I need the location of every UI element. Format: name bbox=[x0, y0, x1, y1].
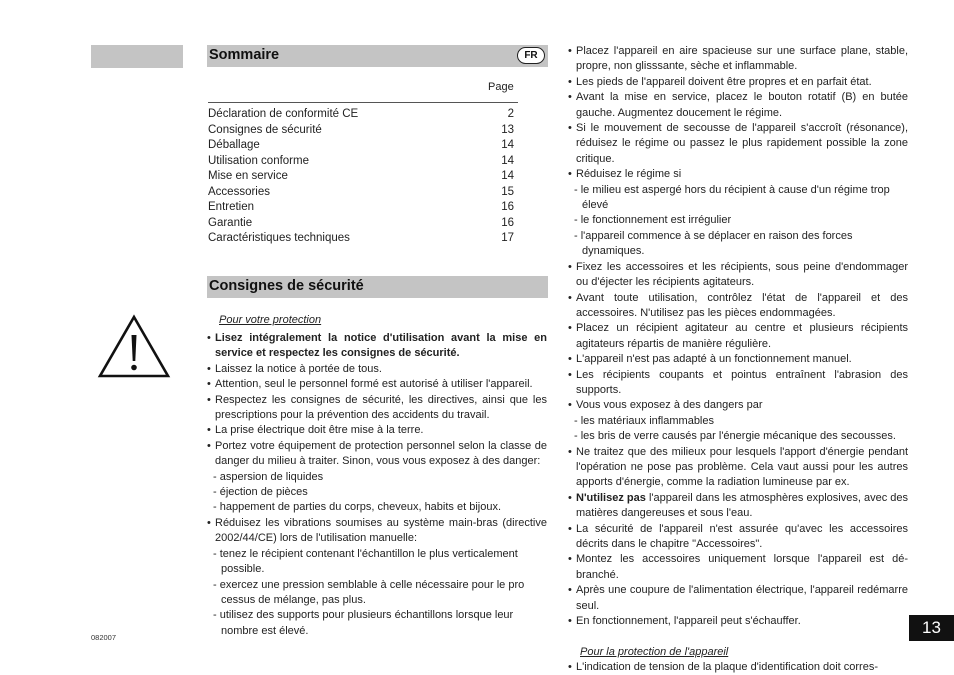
toc-entry-label: Déclaration de conformité CE bbox=[208, 108, 359, 120]
bullet-item: • Réduisez le régime si bbox=[568, 167, 908, 182]
toc-entry bbox=[208, 169, 514, 185]
sub-list-item: - happement de parties du corps, cheveux, habits et bijoux. bbox=[213, 501, 502, 514]
sub-list-item: - l'appareil commence à se déplacer en raison des forces dynamiques. bbox=[574, 229, 853, 258]
toc-entry bbox=[208, 154, 514, 170]
bullet-item: • La prise électrique doit être mise à la terre. bbox=[207, 423, 547, 438]
toc-entry-label: Caractéristiques techniques bbox=[208, 232, 350, 244]
document-code: 082007 bbox=[91, 633, 117, 642]
bullet-item: • Fixez les accessoires et les récipients, sous peine d'endommager ou d'éjecter les récipients agitateurs. bbox=[568, 260, 908, 291]
page-number: 13 bbox=[909, 615, 954, 641]
toc-entry-label: Entretien bbox=[208, 201, 255, 213]
toc-entry bbox=[208, 216, 514, 232]
toc-entry bbox=[208, 185, 514, 201]
safety-list-left bbox=[207, 331, 547, 639]
toc-entry-page: 14 bbox=[501, 139, 514, 151]
toc-entry-label: Déballage bbox=[208, 139, 260, 151]
bullet-item: • Montez les accessoires uniquement lorsque l'appareil est dé-branché. bbox=[568, 552, 908, 583]
bullet-item: • Ne traitez que des milieux pour lesquels l'apport d'énergie pendant l'opération ne pose pas problème. Cela vaut aussi pour les autres apports d'énergie, comme la radiation lumineuse par ex. bbox=[568, 445, 908, 491]
device-protection-subheading: Pour la protection de l'appareil bbox=[580, 645, 729, 658]
sub-list-item: - le milieu est aspergé hors du récipient à cause d'un régime trop élevé bbox=[574, 183, 890, 212]
toc-divider bbox=[208, 102, 518, 103]
bullet-item: • Vous vous exposez à des dangers par bbox=[568, 398, 908, 413]
toc-entry-label: Garantie bbox=[208, 216, 253, 229]
bullet-item: • Réduisez les vibrations soumises au système main-bras (directive 2002/44/CE) lors de l'utilisation manuelle: bbox=[207, 516, 547, 547]
side-tab-bar bbox=[91, 45, 183, 68]
sub-list-item: - éjection de pièces bbox=[213, 486, 308, 499]
toc-entry bbox=[208, 107, 514, 123]
sub-list-item: - exercez une pression semblable à celle nécessaire pour le pro cessus de mélange, pas plus. bbox=[213, 578, 525, 606]
bullet-item: • L'indication de tension de la plaque d'identification doit corres- bbox=[568, 660, 908, 675]
bullet-item: • Attention, seul le personnel formé est autorisé à utiliser l'appareil. bbox=[207, 377, 547, 392]
sub-list-item: - utilisez des supports pour plusieurs échantillons lorsque leur nombre est élevé. bbox=[213, 609, 514, 637]
toc-entry bbox=[208, 231, 514, 247]
safety-list-right bbox=[568, 44, 908, 675]
sub-list-item: - tenez le récipient contenant l'échantillon le plus verticalement possible. bbox=[213, 547, 518, 576]
bullet-item: • La sécurité de l'appareil n'est assurée qu'avec les accessoires décrits dans le chapitre "Accessoires". bbox=[568, 522, 908, 553]
language-badge: FR bbox=[517, 47, 545, 64]
toc-header bbox=[207, 45, 548, 67]
warning-triangle-icon bbox=[97, 313, 171, 379]
bullet-item: • Portez votre équipement de protection personnel selon la classe de danger du milieu à traiter. Sinon, vous vous exposez à des danger: bbox=[207, 439, 547, 470]
bullet-item: • Placez l'appareil en aire spacieuse sur une surface plane, stable, propre, non glisssante, sèche et inflammable. bbox=[568, 44, 908, 75]
bullet-item: • Les pieds de l'appareil doivent être propres et en parfait état. bbox=[568, 75, 908, 90]
toc-entry-label: Mise en service bbox=[208, 170, 288, 182]
sub-list-item: - les bris de verre causés par l'énergie mécanique des secousses. bbox=[574, 430, 896, 443]
spacer bbox=[568, 629, 908, 644]
sub-list-item: - aspersion de liquides bbox=[213, 470, 324, 483]
bullet-item: • Si le mouvement de secousse de l'appareil s'accroît (résonance), réduisez le régime ou passez le plus rapidement possible la zone critique. bbox=[568, 121, 908, 167]
bullet-item: • Avant la mise en service, placez le bouton rotatif (B) en butée gauche. Augmentez doucement le régime. bbox=[568, 90, 908, 121]
toc-entry-page: 16 bbox=[501, 216, 514, 229]
sub-list-item: - le fonctionnement est irrégulier bbox=[574, 214, 732, 227]
toc-entry-label: Accessories bbox=[208, 185, 270, 198]
toc-entry-page: 17 bbox=[501, 232, 514, 244]
bullet-item bbox=[207, 331, 547, 362]
toc-entry bbox=[208, 138, 514, 154]
sub-list-item: - les matériaux inflammables bbox=[574, 414, 714, 427]
bullet-item: • Laissez la notice à portée de tous. bbox=[207, 362, 547, 377]
bullet-item: • Les récipients coupants et pointus entraînent l'abrasion des supports. bbox=[568, 368, 908, 399]
toc-entry-label: Utilisation conforme bbox=[208, 154, 309, 167]
toc-entry-page: 13 bbox=[501, 123, 514, 136]
toc-page-column-label: Page bbox=[488, 81, 514, 93]
bullet-item: • L'appareil n'est pas adapté à un fonctionnement manuel. bbox=[568, 352, 908, 367]
bullet-item: • N'utilisez pas l'appareil dans les atmosphères explosives, avec des matières dangereuses et sous l'eau. bbox=[568, 491, 908, 522]
safety-title: Consignes de sécurité bbox=[209, 278, 364, 294]
toc-entry-page: 16 bbox=[501, 201, 514, 213]
toc-entry-page: 2 bbox=[507, 108, 514, 120]
protection-subheading: Pour votre protection bbox=[219, 314, 322, 326]
bullet-item: • Respectez les consignes de sécurité, les directives, ainsi que les prescriptions pour la prévention des accidents du travail. bbox=[207, 393, 547, 424]
bullet-item: • En fonctionnement, l'appareil peut s'échauffer. bbox=[568, 614, 908, 629]
toc-entry bbox=[208, 200, 514, 216]
toc-entry-label: Consignes de sécurité bbox=[208, 123, 322, 136]
bullet-item: • Placez un récipient agitateur au centre et plusieurs récipients agitateurs répartis de manière régulière. bbox=[568, 321, 908, 352]
toc-entry-page: 14 bbox=[501, 170, 514, 182]
toc-title: Sommaire bbox=[209, 47, 280, 63]
toc-entry-page: 14 bbox=[501, 154, 514, 167]
bullet-item: • Après une coupure de l'alimentation électrique, l'appareil redémarre seul. bbox=[568, 583, 908, 614]
emphasis-text: N'utilisez pas bbox=[576, 491, 646, 504]
toc-entry bbox=[208, 123, 514, 139]
toc-entry-page: 15 bbox=[501, 185, 514, 198]
bullet-item: • Avant toute utilisation, contrôlez l'état de l'appareil et des accessoires. N'utilisez pas les pièces endommagées. bbox=[568, 291, 908, 322]
safety-header bbox=[207, 276, 548, 298]
emphasis-text: Lisez intégralement la notice d'utilisation avant la mise en service et respectez les consignes de sécurité. bbox=[215, 332, 547, 360]
